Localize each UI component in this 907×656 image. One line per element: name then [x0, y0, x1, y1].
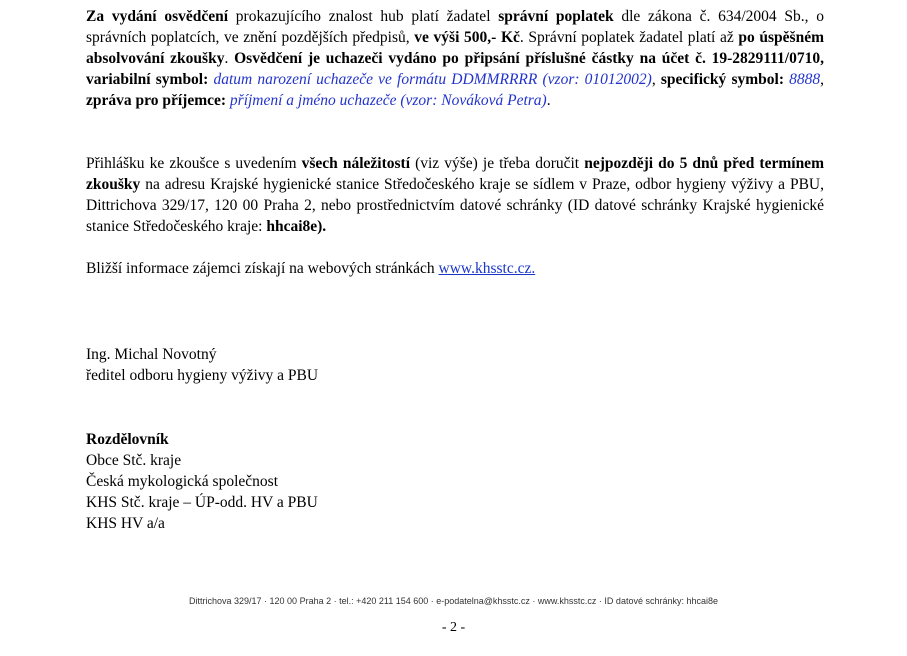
- text: na adresu Krajské hygienické stanice Středočeského kraje se sídlem v Praze, odbor hygieny výživy a PBU, Dittrichova 329/17, 120 00 Praha 2, nebo prostřednictvím datové schránky (ID datové schránky Krajské hygienické stanice Středočeského kraje:: [86, 176, 824, 235]
- info-paragraph: [86, 258, 824, 279]
- bold-text: Za vydání osvědčení: [86, 8, 229, 25]
- text: Bližší informace zájemci získají na webových stránkách: [86, 260, 439, 277]
- bold-text: zpráva pro příjemce:: [86, 92, 227, 109]
- distribution-list: [86, 429, 318, 534]
- page-number: - 2 -: [441, 620, 466, 635]
- text: ,: [820, 71, 825, 88]
- bold-text: správní poplatek: [498, 8, 614, 25]
- payment-paragraph: [86, 6, 824, 111]
- signatory-title: ředitel odboru hygieny výživy a PBU: [86, 367, 319, 384]
- specific-symbol-value: 8888: [789, 71, 821, 88]
- distribution-item: KHS HV a/a: [86, 515, 165, 532]
- text: prokazujícího znalost hub platí žadatel: [228, 8, 499, 25]
- text: ,: [651, 71, 661, 88]
- text: dle zákona č. 634/2004 Sb., o správních poplatcích, ve znění pozdějších předpisů,: [86, 8, 825, 46]
- bold-text: všech náležitostí: [301, 155, 411, 172]
- bold-text: ve výši 500,- Kč: [414, 29, 520, 46]
- bold-text: po úspěšném absolvování zkoušky: [86, 29, 824, 67]
- distribution-item: KHS Stč. kraje – ÚP-odd. HV a PBU: [86, 494, 318, 511]
- bold-text: Osvědčení je uchazeči vydáno po připsání příslušné částky na účet č. 19-2829111/0710, variabilní symbol:: [86, 50, 824, 88]
- recipient-message-hint: příjmení a jméno uchazeče (vzor: Nováková Petra): [229, 92, 547, 109]
- text: . Správní poplatek žadatel platí až: [519, 29, 739, 46]
- distribution-item: Obce Stč. kraje: [86, 452, 182, 469]
- signatory-name: Ing. Michal Novotný: [86, 346, 217, 363]
- text: .: [546, 92, 551, 109]
- bold-text: hhcai8e).: [266, 218, 327, 235]
- application-paragraph: [86, 153, 824, 237]
- website-link[interactable]: www.khsstc.cz.: [438, 260, 536, 277]
- text: .: [224, 50, 235, 67]
- distribution-item: Česká mykologická společnost: [86, 473, 278, 490]
- bold-text: nejpozději do 5 dnů před termínem zkoušky: [86, 155, 824, 193]
- variable-symbol-hint: datum narození uchazeče ve formátu DDMMRRRR (vzor: 01012002): [213, 71, 652, 88]
- bold-text: specifický symbol:: [660, 71, 784, 88]
- signature-block: [86, 344, 318, 386]
- text: Přihlášku ke zkoušce s uvedením: [86, 155, 302, 172]
- text: (viz výše) je třeba doručit: [410, 155, 585, 172]
- distribution-heading: Rozdělovník: [86, 431, 169, 448]
- page-footer: Dittrichova 329/17 · 120 00 Praha 2 · tel.: +420 211 154 600 · e-podatelna@khsstc.cz · www.khsstc.cz · ID datové schránky: hhcai8e: [189, 596, 718, 606]
